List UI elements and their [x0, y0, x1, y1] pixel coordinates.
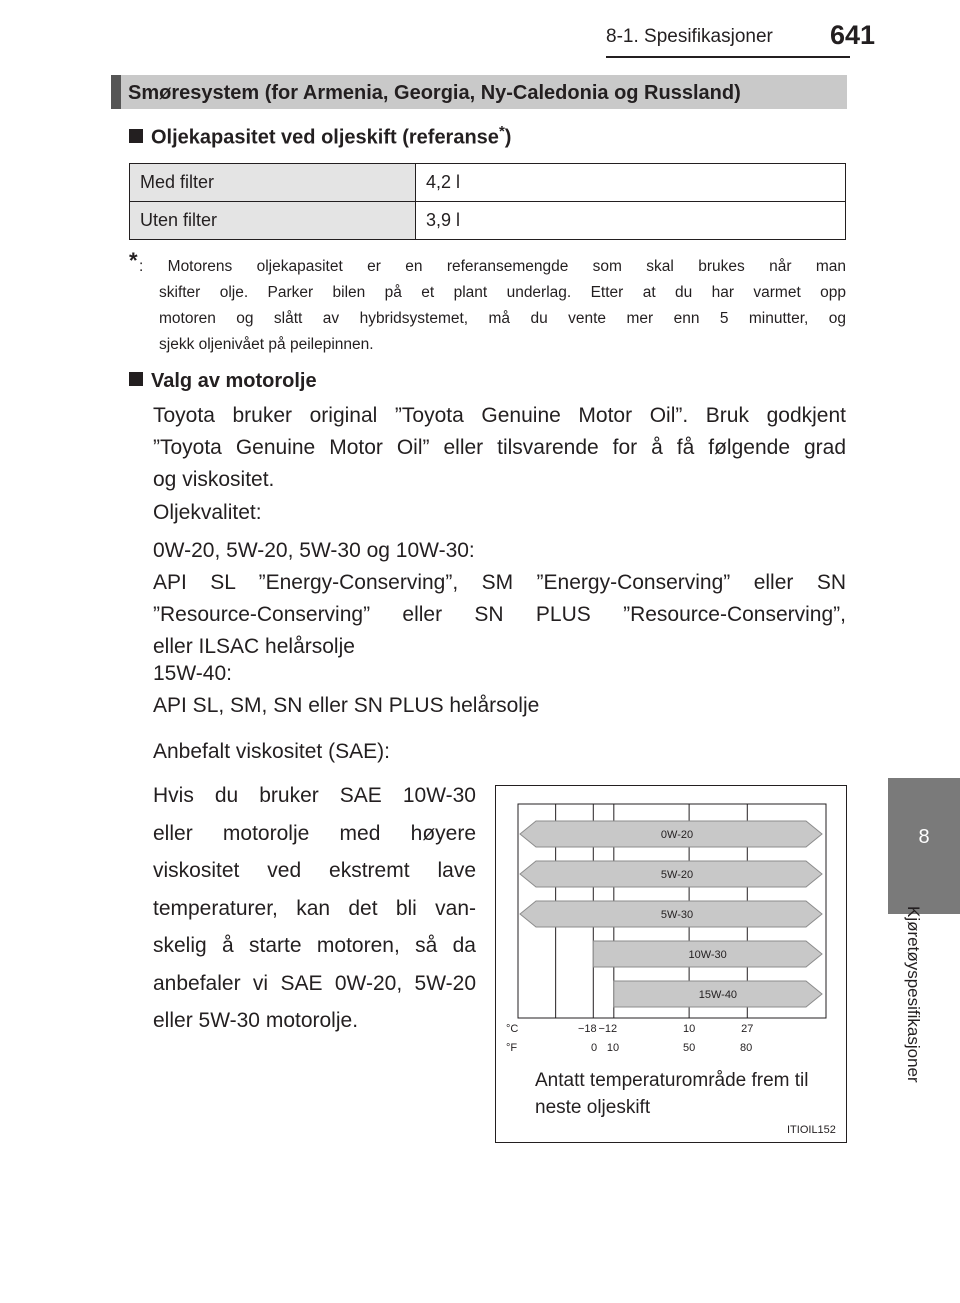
square-bullet-icon: [129, 129, 143, 143]
tick-label-c: 10: [682, 1023, 696, 1035]
intro-line: Toyota bruker original ”Toyota Genuine Motor Oil”. Bruk godkjent: [153, 404, 846, 427]
footnote-line: skifter olje. Parker bilen på et plant underlag. Etter at du har varmet opp: [159, 284, 846, 301]
tick-label-f: 50: [682, 1042, 696, 1054]
axis-unit-c: °C: [506, 1023, 519, 1035]
tick-label-c: −12: [598, 1023, 618, 1035]
grade-group-2-title: 15W-40:: [153, 662, 232, 685]
grade-group-1-line: API SL ”Energy-Conserving”, SM ”Energy-Conserving” eller SN: [153, 571, 846, 594]
table-row: [130, 202, 846, 240]
viscosity-line: Hvis du bruker SAE 10W-30: [153, 784, 476, 807]
section-title-accent: [111, 75, 121, 109]
square-bullet-icon: [129, 372, 143, 386]
tick-label-f: 10: [606, 1042, 620, 1054]
figure-caption-line: neste oljeskift: [535, 1097, 651, 1118]
viscosity-bar-label: 0W-20: [660, 829, 694, 841]
viscosity-line: temperaturer, kan det bli van-: [153, 896, 476, 920]
table-cell-value: 3,9 l: [416, 202, 846, 240]
header-section: 8-1. Spesifikasjoner: [606, 26, 773, 47]
footnote: [129, 248, 846, 358]
oil-capacity-table: [129, 163, 846, 240]
viscosity-bar-label: 5W-20: [660, 869, 694, 881]
oil-capacity-heading-text: Oljekapasitet ved oljeskift (referanse: [151, 126, 499, 149]
figure-code: ITIOIL152: [787, 1124, 836, 1136]
oil-capacity-heading-end: ): [504, 126, 512, 149]
chapter-tab-label: Kjøretøyspesifikasjoner: [904, 906, 923, 1083]
table-row: [130, 164, 846, 202]
oil-capacity-heading-star: *: [498, 123, 505, 140]
footnote-line: sjekk oljenivået på peilepinnen.: [159, 336, 374, 353]
oil-choice-heading-text: Valg av motorolje: [151, 370, 317, 392]
table-cell-label: Med filter: [130, 164, 416, 202]
grade-group-2-line: API SL, SM, SN eller SN PLUS helårsolje: [153, 694, 540, 717]
grade-group-1-line: ”Resource-Conserving” eller SN PLUS ”Resource-Conserving”,: [153, 603, 846, 626]
viscosity-line: skelig å starte motoren, så da: [153, 934, 476, 957]
chapter-tab-number: 8: [918, 826, 930, 848]
grade-group-1: [153, 535, 846, 663]
intro-line: ”Toyota Genuine Motor Oil” eller tilsvarende for å få følgende grad: [153, 436, 846, 459]
tick-label-f: 80: [740, 1042, 753, 1054]
oil-choice-heading: [129, 370, 317, 393]
intro-line: og viskositet.: [153, 468, 275, 491]
tick-label-c: 27: [741, 1023, 754, 1035]
viscosity-line: anbefaler vi SAE 0W-20, 5W-20: [153, 971, 476, 995]
table-cell-label: Uten filter: [130, 202, 416, 240]
grade-group-1-title: 0W-20, 5W-20, 5W-30 og 10W-30:: [153, 539, 475, 562]
viscosity-bar-label: 5W-30: [660, 909, 694, 921]
viscosity-line: eller 5W-30 motorolje.: [153, 1009, 359, 1032]
tick-label-c: −18: [577, 1023, 597, 1035]
oil-quality-label: Oljekvalitet:: [153, 501, 262, 524]
grade-group-2: [153, 658, 846, 722]
oil-capacity-heading: [129, 123, 511, 150]
figure-caption: [535, 1067, 835, 1121]
table-cell-value: 4,2 l: [416, 164, 846, 202]
viscosity-line: eller motorolje med høyere: [153, 821, 476, 845]
section-title: Smøresystem (for Armenia, Georgia, Ny-Caledonia og Russland): [128, 82, 741, 104]
axis-unit-f: °F: [506, 1042, 518, 1054]
viscosity-label: Anbefalt viskositet (SAE):: [153, 740, 390, 763]
viscosity-paragraph: [153, 777, 476, 1040]
viscosity-bar-label: 10W-30: [688, 949, 727, 961]
tick-label-f: 0: [590, 1042, 598, 1054]
grade-group-1-line: eller ILSAC helårsolje: [153, 635, 355, 658]
viscosity-bar-label: 15W-40: [698, 989, 738, 1001]
figure-caption-line: Antatt temperaturområde frem til: [535, 1070, 809, 1091]
page-number: 641: [830, 20, 876, 50]
viscosity-line: viskositet ved ekstremt lave: [153, 859, 476, 882]
oil-choice-intro: [153, 400, 846, 496]
footnote-line: : Motorens oljekapasitet er en referansemengde som skal brukes når man: [139, 258, 846, 275]
header-rule: [606, 56, 850, 58]
footnote-star: *: [129, 248, 138, 273]
footnote-line: motoren og slått av hybridsystemet, må du vente mer enn 5 minutter, og: [159, 310, 846, 327]
